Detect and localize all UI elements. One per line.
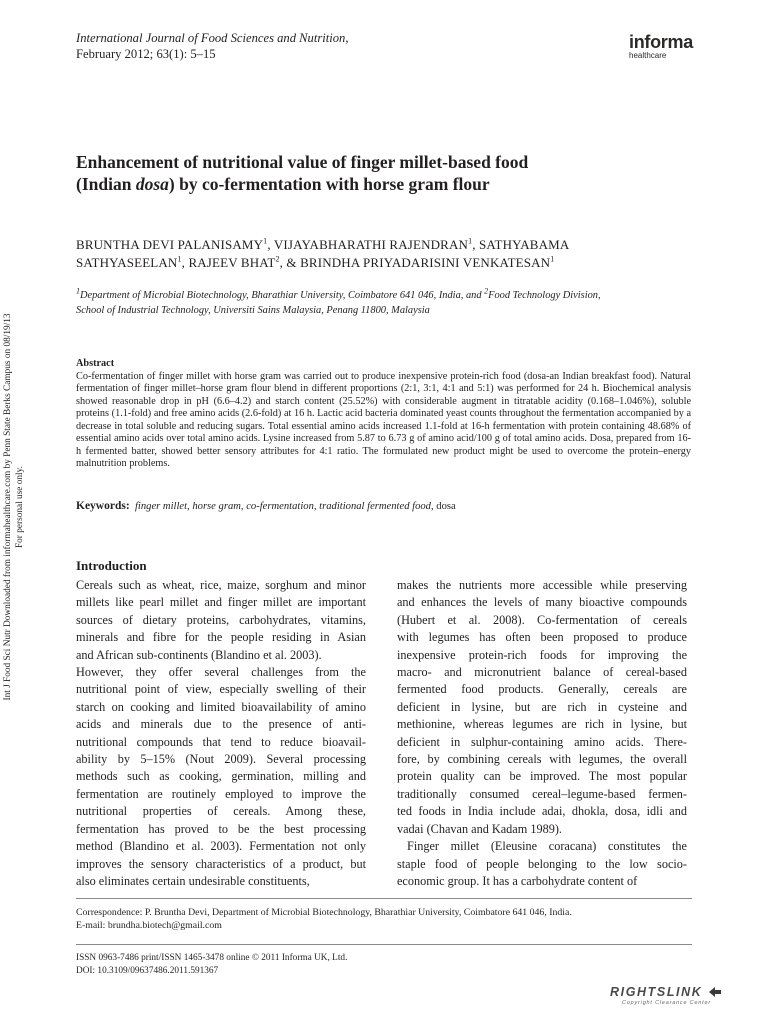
body-text-line: However, they offer several challenges from the [76,665,366,680]
author-affil-sup: 1 [468,236,473,246]
body-text-line: nutritional point of view, especially swelling of their [76,682,366,697]
publisher-word: informa [629,32,693,52]
body-text-line: with legumes has often been proposed to produce [397,630,687,645]
intro-heading: Introduction [76,558,147,573]
article-title [76,151,676,195]
author-affil-sup: 1 [550,254,555,264]
author-name: RAJEEV BHAT [188,255,276,270]
author-separator: , & [279,255,301,270]
download-line-2: For personal use only. [14,465,25,549]
journal-name: International Journal of Food Sciences and Nutrition, [76,31,349,45]
author-name: BRUNTHA DEVI PALANISAMY [76,237,264,252]
body-text-line: also eliminates certain undesirable constituents, [76,873,310,888]
body-text-line: vadai (Chavan and Kadam 1989). [397,821,562,836]
body-text-line: deficient in lysine, but are rich in cysteine and [397,699,687,714]
body-text-line: improves the sensory characteristics of a product, but [76,856,366,871]
author-name: BRINDHA PRIYADARISINI VENKATESAN [300,255,551,270]
affil-line-2: School of Industrial Technology, Universiti Sains Malaysia, Penang 11800, Malaysia [76,305,430,316]
body-text-line: Finger millet (Eleusine coracana) constitutes the [407,839,687,854]
body-text-line: inexpensive protein-rich foods for improving the [397,647,687,662]
keywords-italic: finger millet, horse gram, co-fermentation, traditional fermented food, [134,501,434,512]
body-text-line: Cereals such as wheat, rice, maize, sorghum and minor [76,578,366,592]
rightslink-arrow-icon [708,986,722,998]
body-text-line: and enhances the levels of many bioactive compounds [397,595,687,610]
body-text-line: minerals and fibre for the people residing in Asian [76,630,366,645]
title-line2-pre: (Indian [76,174,136,194]
body-text-line: protein quality can be improved. The most popular [397,769,687,784]
body-text-line: starch on cooking and limited bioavailability of amino [76,699,366,714]
title-line1: Enhancement of nutritional value of finger millet-based food [76,152,529,172]
author-separator: , [267,237,274,252]
publisher-logo [629,33,693,61]
download-line-1: Int J Food Sci Nutr Downloaded from informahealthcare.com by Penn State Berks Campus on 08/19/13 [3,313,13,701]
body-text-line: acids and minerals due to the presence of anti- [76,717,366,732]
author-name: VIJAYABHARATHI RAJENDRAN [273,237,469,252]
doi-line: DOI: 10.3109/09637486.2011.591367 [76,965,219,976]
title-line2-post: ) by co-fermentation with horse gram flour [168,174,490,194]
body-text-line: traditionally consumed cereal–legume-based fermen- [397,786,687,801]
body-text-line: nutritional compounds that tend to reduce bioavail- [76,734,366,749]
body-column-right [397,577,687,890]
body-text-line: staple food of people belonging to the low socio- [397,856,687,871]
affil-text-1: Department of Microbial Biotechnology, Bharathiar University, Coimbatore 641 046, India, and [80,290,485,301]
author-name: SATHYABAMA SATHYASEELAN [76,237,569,270]
body-text-line: and African sub-continents (Blandino et al. 2003). [76,647,322,662]
affil-text-2: Food Technology Division, [488,290,601,301]
body-text-line: method (Blandino et al. 2003). Fermentation not only [76,839,366,854]
author-list [76,236,676,272]
correspondence [76,906,696,932]
body-text-line: makes the nutrients more accessible while preserving [397,578,687,592]
author-separator: , [472,237,480,252]
abstract-heading: Abstract [76,358,115,369]
body-text-line: economic group. It has a carbohydrate content of [397,873,638,888]
affiliations [76,288,696,318]
body-text-line: macro- and micronutrient balance of cereal-based [397,665,687,680]
body-text-line: millets like pearl millet and finger millet are important [76,595,366,610]
body-text-line: sources of dietary proteins, carbohydrates, vitamins, [76,612,366,627]
body-text-line: methods such as cooking, germination, milling and [76,769,366,784]
body-text-line: deficient in sulphur-containing amino acids. There- [397,734,687,749]
rightslink-word: RIGHTSLINK [610,985,703,999]
body-text-line: fermented food products. Generally, cereals are [397,682,687,697]
body-text-line: nutritional properties of cereals. Among these, [76,804,366,819]
keywords-plain: dosa [433,501,456,512]
affil-sup-1: 1 [76,286,80,296]
keywords [76,500,696,512]
author-separator: , [181,255,189,270]
publication-info [76,952,347,977]
journal-issue: February 2012; 63(1): 5–15 [76,47,216,61]
body-text-line: fore, by combining cereals with legumes, the overall [397,752,687,767]
publisher-sub: healthcare [629,51,667,60]
body-text-line: fermentation has proved to be the best processing [76,821,366,836]
correspondence-email: E-mail: brundha.biotech@gmail.com [76,920,222,931]
body-text-line: methionine, whereas legumes are rich in lysine, but [397,717,687,732]
rightslink-logo[interactable] [610,983,722,1006]
affil-sup-2: 2 [484,286,489,296]
author-affil-sup: 1 [177,254,182,264]
abstract [76,358,691,471]
body-text-line: ted foods in India include adai, dhokla, dosa, idli and [397,804,687,819]
author-affil-sup: 1 [263,236,268,246]
issn-line: ISSN 0963-7486 print/ISSN 1465-3478 online © 2011 Informa UK, Ltd. [76,953,348,963]
keywords-label: Keywords: [76,500,130,512]
body-text-line: fermentation are routinely employed to improve the [76,786,366,801]
correspondence-text: Correspondence: P. Bruntha Devi, Department of Microbial Biotechnology, Bharathiar University, Coimbatore 641 046, India. [76,907,572,918]
footer-divider [76,898,692,899]
author-affil-sup: 2 [275,254,280,264]
journal-citation [76,30,349,62]
body-column-left [76,577,366,890]
footer-divider-2 [76,944,692,945]
body-text-line: (Hubert et al. 2008). Co-fermentation of cereals [397,612,687,627]
body-text-line: ability by 5–15% (Nout 2009). Several processing [76,752,366,767]
rightslink-subtitle: Copyright Clearance Center [622,1000,711,1006]
title-line2-em: dosa [135,174,169,194]
abstract-text: Co-fermentation of finger millet with horse gram was carried out to produce inexpensive protein-rich food (dosa-an Indian breakfast food). Natural fermentation of finger millet–horse gram flour blend in different proportions (2:1, 3:1, 4:1 and 5:1) was performed for 24 h. Biochemical analysis showed reasonable drop in pH (6.6–4.2) and starch content (25.52%) with considerable augment in titratable acidity (0.168–1.046%), soluble proteins (1.1-fold) and free amino acids (2.6-fold) at 16 h. Lactic acid bacteria dominated yeast counts throughout the fermentation accompanied by a decrease in total soluble and reducing sugars. Total essential amino acids increased 1.1-fold at 16-h fermentation with protein containing 48.68% of essential amino acids over total amino acids. Lysine increased from 5.87 to 6.73 g of amino acid/100 g of total amino acids. Dosa, prepared from 16-h fermented batter, showed better sensory attributes for 4:1 ratio. The formulated new product might be used to overcome the protein–energy malnutrition problems. [76,370,691,469]
